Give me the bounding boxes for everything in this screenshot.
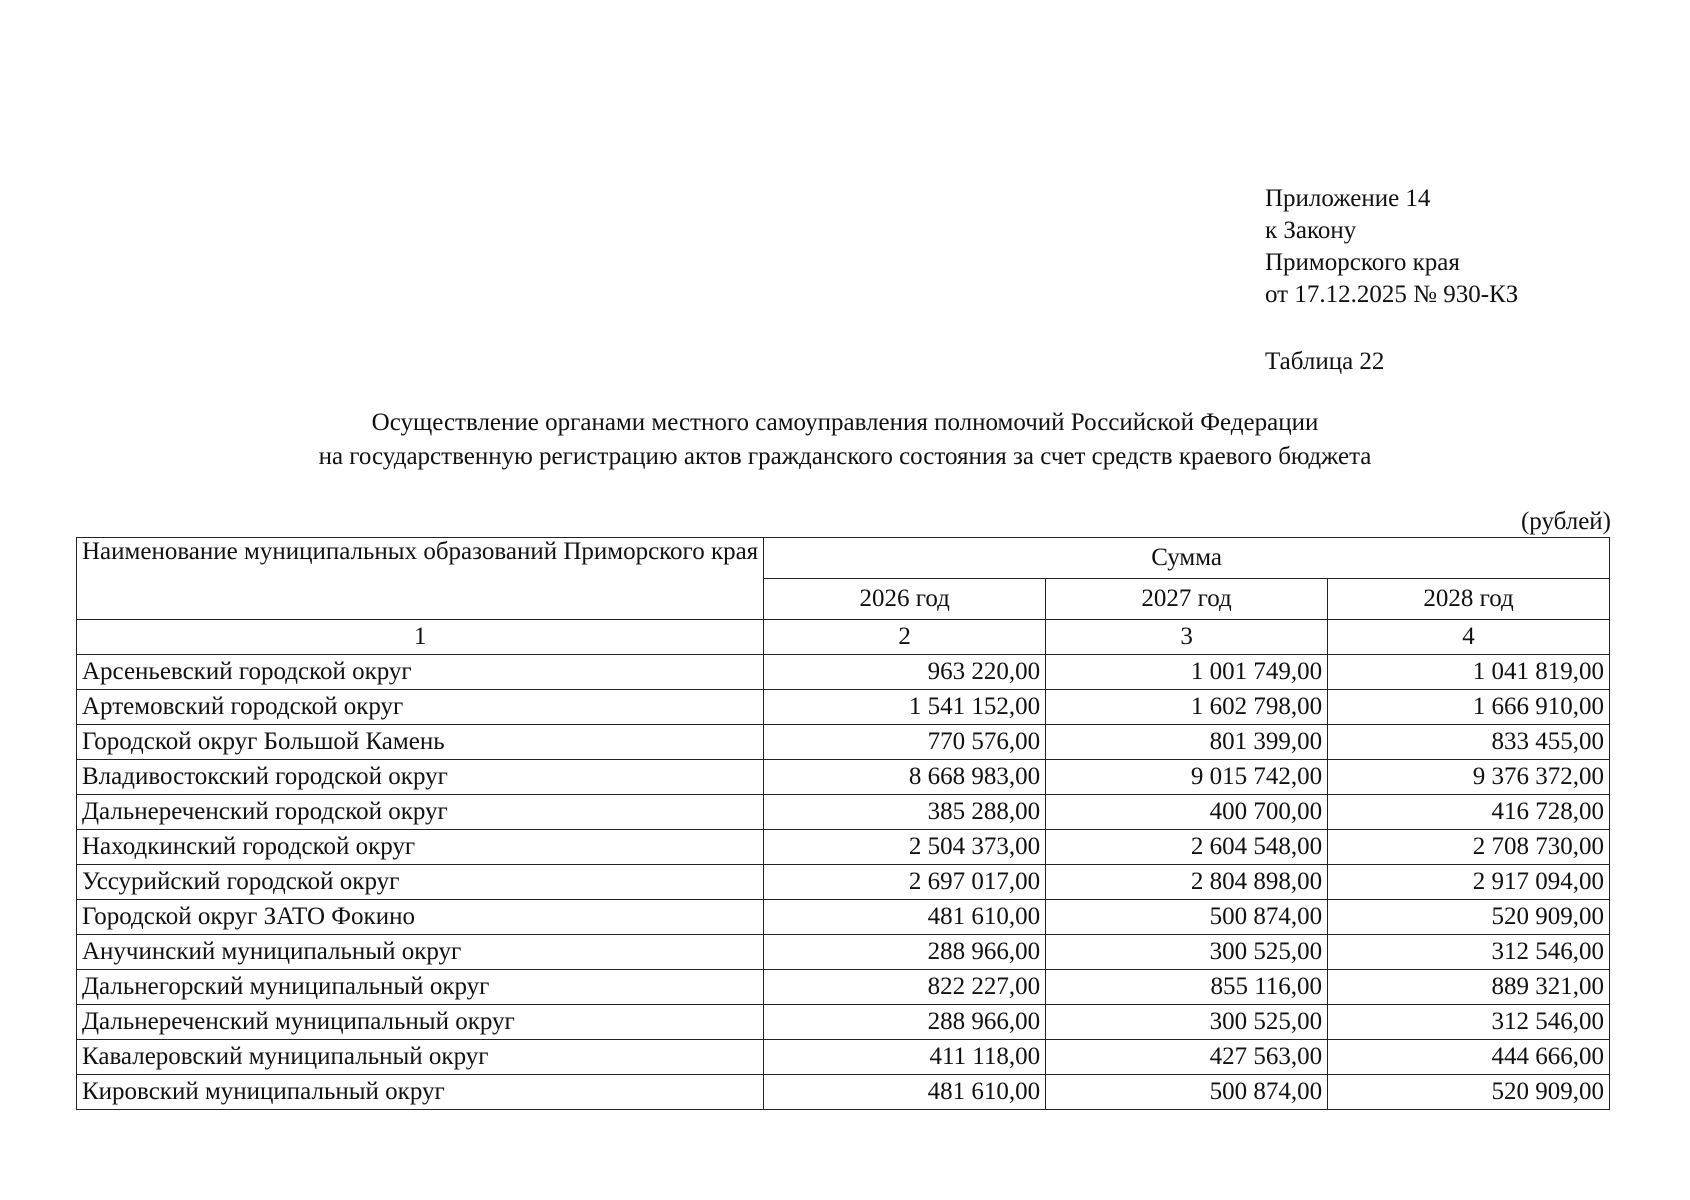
amount-2026-cell: 385 288,00 [764,795,1046,830]
sum-column-header: Сумма [764,538,1610,579]
table-row [77,970,1610,1005]
municipality-name-cell: Анучинский муниципальный округ [77,935,764,970]
column-number: 1 [77,620,764,655]
amount-2026-cell: 8 668 983,00 [764,760,1046,795]
municipality-name-cell: Артемовский городской округ [77,690,764,725]
units-label: (рублей) [1520,508,1611,535]
amount-2027-cell: 855 116,00 [1046,970,1328,1005]
amount-2027-cell: 400 700,00 [1046,795,1328,830]
year-header-2028: 2028 год [1328,579,1610,620]
amount-2028-cell: 444 666,00 [1328,1040,1610,1075]
amount-2026-cell: 411 118,00 [764,1040,1046,1075]
amount-2028-cell: 2 708 730,00 [1328,830,1610,865]
document-title [0,406,1690,474]
amount-2028-cell: 520 909,00 [1328,900,1610,935]
budget-table [76,537,1610,1110]
amount-2026-cell: 770 576,00 [764,725,1046,760]
amount-2027-cell: 427 563,00 [1046,1040,1328,1075]
municipality-name-cell: Владивостокский городской округ [77,760,764,795]
municipality-name-cell: Кавалеровский муниципальный округ [77,1040,764,1075]
year-header-2027: 2027 год [1046,579,1328,620]
year-header-2026: 2026 год [764,579,1046,620]
amount-2027-cell: 500 874,00 [1046,900,1328,935]
amount-2027-cell: 9 015 742,00 [1046,760,1328,795]
amount-2026-cell: 822 227,00 [764,970,1046,1005]
amount-2028-cell: 1 041 819,00 [1328,655,1610,690]
amount-2028-cell: 312 546,00 [1328,1005,1610,1040]
table-row [77,1005,1610,1040]
table-row [77,865,1610,900]
amount-2027-cell: 801 399,00 [1046,725,1328,760]
municipality-name-cell: Арсеньевский городской округ [77,655,764,690]
municipality-name-cell: Городской округ Большой Камень [77,725,764,760]
amount-2028-cell: 833 455,00 [1328,725,1610,760]
amount-2028-cell: 2 917 094,00 [1328,865,1610,900]
municipality-name-cell: Дальнегорский муниципальный округ [77,970,764,1005]
amount-2028-cell: 889 321,00 [1328,970,1610,1005]
municipality-name-cell: Дальнереченский городской округ [77,795,764,830]
amount-2028-cell: 416 728,00 [1328,795,1610,830]
amount-2026-cell: 481 610,00 [764,900,1046,935]
table-body [77,655,1610,1110]
appendix-line-2: к Закону [1265,217,1357,244]
table-row [77,1040,1610,1075]
table-row [77,830,1610,865]
municipality-name-cell: Городской округ ЗАТО Фокино [77,900,764,935]
amount-2026-cell: 2 504 373,00 [764,830,1046,865]
amount-2028-cell: 1 666 910,00 [1328,690,1610,725]
table-row [77,795,1610,830]
amount-2027-cell: 1 001 749,00 [1046,655,1328,690]
appendix-block [1265,183,1518,311]
table-row [77,655,1610,690]
table-row [77,690,1610,725]
amount-2026-cell: 963 220,00 [764,655,1046,690]
table-row [77,900,1610,935]
column-number: 2 [764,620,1046,655]
table-label: Таблица 22 [1265,348,1385,375]
amount-2026-cell: 481 610,00 [764,1075,1046,1110]
table-row [77,725,1610,760]
column-number: 4 [1328,620,1610,655]
table-row [77,1075,1610,1110]
column-number: 3 [1046,620,1328,655]
amount-2027-cell: 500 874,00 [1046,1075,1328,1110]
amount-2027-cell: 2 804 898,00 [1046,865,1328,900]
appendix-line-3: Приморского края [1265,249,1460,276]
municipality-name-cell: Находкинский городской округ [77,830,764,865]
amount-2026-cell: 288 966,00 [764,935,1046,970]
title-line-1: Осуществление органами местного самоуправления полномочий Российской Федерации [371,409,1319,436]
amount-2027-cell: 2 604 548,00 [1046,830,1328,865]
municipality-name-cell: Уссурийский городской округ [77,865,764,900]
amount-2027-cell: 300 525,00 [1046,1005,1328,1040]
amount-2026-cell: 1 541 152,00 [764,690,1046,725]
appendix-line-4: от 17.12.2025 № 930-КЗ [1265,281,1519,308]
municipality-name-cell: Дальнереченский муниципальный округ [77,1005,764,1040]
amount-2026-cell: 288 966,00 [764,1005,1046,1040]
municipality-column-header: Наименование муниципальных образований Приморского края [77,538,764,620]
title-line-2: на государственную регистрацию актов гражданского состояния за счет средств краевого бюджета [318,443,1372,470]
amount-2028-cell: 520 909,00 [1328,1075,1610,1110]
table-row [77,760,1610,795]
amount-2028-cell: 312 546,00 [1328,935,1610,970]
appendix-line-1: Приложение 14 [1265,185,1431,212]
table-row [77,935,1610,970]
amount-2028-cell: 9 376 372,00 [1328,760,1610,795]
amount-2026-cell: 2 697 017,00 [764,865,1046,900]
amount-2027-cell: 300 525,00 [1046,935,1328,970]
amount-2027-cell: 1 602 798,00 [1046,690,1328,725]
municipality-name-cell: Кировский муниципальный округ [77,1075,764,1110]
